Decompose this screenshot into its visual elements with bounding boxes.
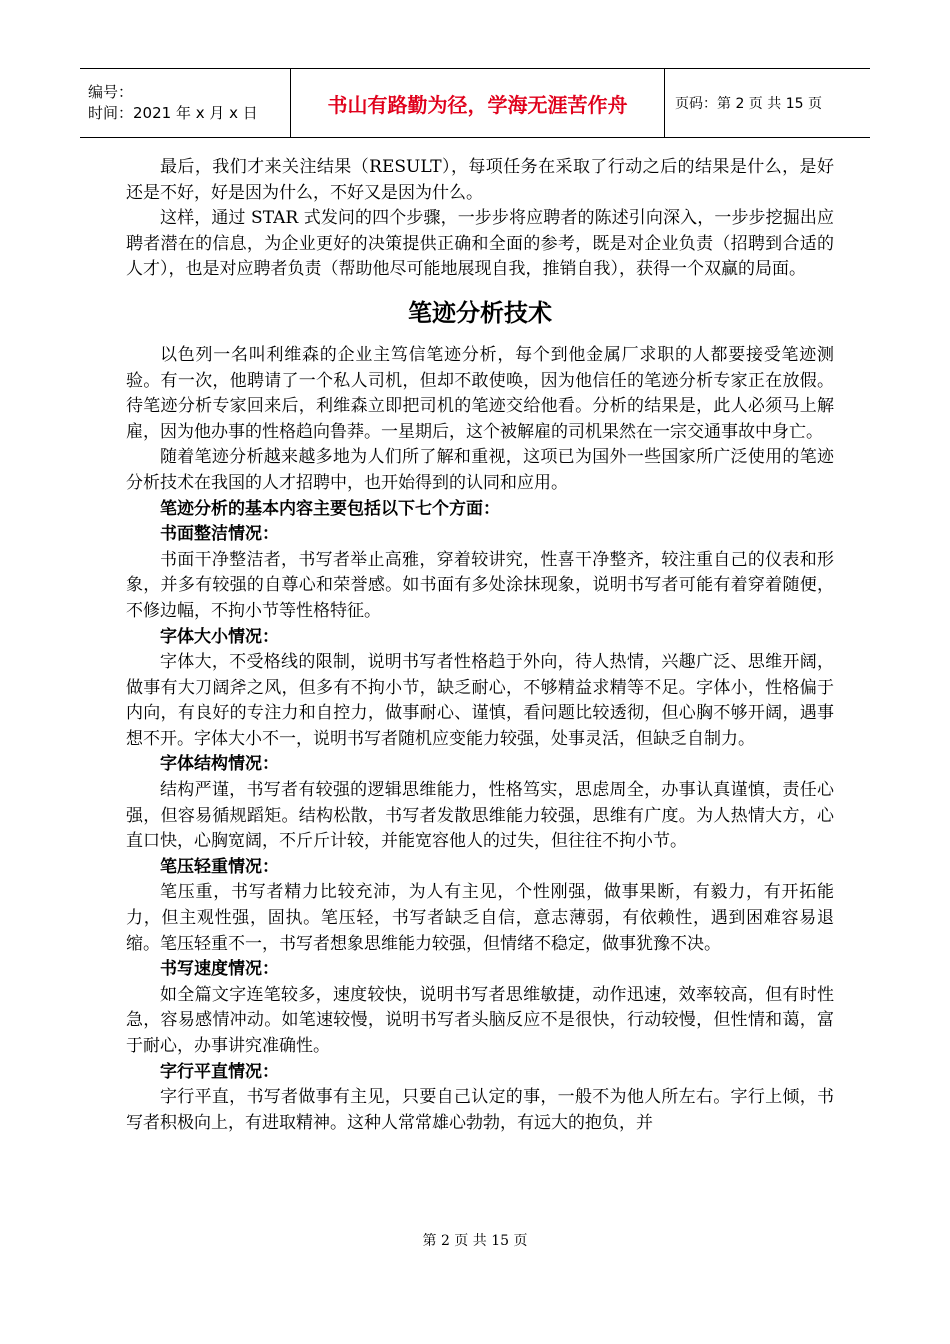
doc-date-label: 时间：2021 年 x 月 x 日 <box>88 104 258 122</box>
page-footer <box>0 1230 950 1250</box>
item-heading: 字行平直情况： <box>160 1061 279 1082</box>
footer-page-number: 第 2 页 共 15 页 <box>422 1233 528 1249</box>
basics-heading: 笔迹分析的基本内容主要包括以下七个方面： <box>160 498 500 519</box>
page-header <box>80 68 870 138</box>
document-body <box>126 155 834 1136</box>
header-meta <box>80 69 290 137</box>
item-heading: 书写速度情况： <box>160 959 279 980</box>
item-text: 结构严谨，书写者有较强的逻辑思维能力，性格笃实，思虑周全，办事认真谨慎，责任心强，但容易循规蹈矩。结构松散，书写者发散思维能力较强，思维有广度。为人热情大方，心直口快，心胸宽阔，不斤斤计较，并能宽容他人的过失，但往往不拘小节。 <box>126 780 834 852</box>
item-text: 如全篇文字连笔较多，速度较快，说明书写者思维敏捷，动作迅速，效率较高，但有时性急，容易感情冲动。如笔速较慢，说明书写者头脑反应不是很快，行动较慢，但性情和蔼，富于耐心，办事讲究准确性。 <box>126 984 834 1056</box>
item-heading: 书面整洁情况： <box>160 524 279 545</box>
intro-paragraph: 最后，我们才来关注结果（RESULT），每项任务在采取了行动之后的结果是什么，是好还是不好，好是因为什么，不好又是因为什么。 <box>126 157 834 203</box>
intro-paragraph: 这样，通过 STAR 式发问的四个步骤，一步步将应聘者的陈述引向深入，一步步挖掘出应聘者潜在的信息，为企业更好的决策提供正确和全面的参考，既是对企业负责（招聘到合适的人才），也是对应聘者负责（帮助他尽可能地展现自我，推销自我），获得一个双赢的局面。 <box>126 208 834 280</box>
item-text: 笔压重，书写者精力比较充沛，为人有主见，个性刚强，做事果断，有毅力，有开拓能力，但主观性强，固执。笔压轻，书写者缺乏自信，意志薄弱，有依赖性，遇到困难容易退缩。笔压轻重不一，书写者想象思维能力较强，但情绪不稳定，做事犹豫不决。 <box>126 882 834 954</box>
header-motto <box>290 69 665 137</box>
header-page-label: 页码：第 2 页 共 15 页 <box>675 96 822 112</box>
section-paragraph: 以色列一名叫利维森的企业主笃信笔迹分析，每个到他金属厂求职的人都要接受笔迹测验。有一次，他聘请了一个私人司机，但却不敢使唤，因为他信任的笔迹分析专家正在放假。待笔迹分析专家回来后，利维森立即把司机的笔迹交给他看。分析的结果是，此人必须马上解雇，因为他办事的性格趋向鲁莽。一星期后，这个被解雇的司机果然在一宗交通事故中身亡。 <box>126 344 834 442</box>
item-heading: 字体结构情况： <box>160 754 279 775</box>
header-page-info <box>665 69 870 137</box>
item-heading: 字体大小情况： <box>160 626 279 647</box>
doc-number-label: 编号： <box>88 83 134 101</box>
section-paragraph: 随着笔迹分析越来越多地为人们所了解和重视，这项已为国外一些国家所广泛使用的笔迹分析技术在我国的人才招聘中，也开始得到的认同和应用。 <box>126 447 834 493</box>
item-text: 书面干净整洁者，书写者举止高雅，穿着较讲究，性喜干净整齐，较注重自己的仪表和形象，并多有较强的自尊心和荣誉感。如书面有多处涂抹现象，说明书写者可能有着穿着随便，不修边幅，不拘小节等性格特征。 <box>126 549 834 621</box>
item-text: 字体大，不受格线的限制，说明书写者性格趋于外向，待人热情，兴趣广泛、思维开阔，做事有大刀阔斧之风，但多有不拘小节，缺乏耐心，不够精益求精等不足。字体小，性格偏于内向，有良好的专注力和自控力，做事耐心、谨慎，看问题比较透彻，但心胸不够开阔，遇事想不开。字体大小不一，说明书写者随机应变能力较强，处事灵活，但缺乏自制力。 <box>126 652 834 749</box>
section-title: 笔迹分析技术 <box>408 298 552 327</box>
item-heading: 笔压轻重情况： <box>160 856 279 877</box>
item-text: 字行平直，书写者做事有主见，只要自己认定的事，一般不为他人所左右。字行上倾，书写者积极向上，有进取精神。这种人常常雄心勃勃，有远大的抱负，并 <box>126 1087 834 1133</box>
motto-text: 书山有路勤为径，学海无涯苦作舟 <box>327 92 628 117</box>
